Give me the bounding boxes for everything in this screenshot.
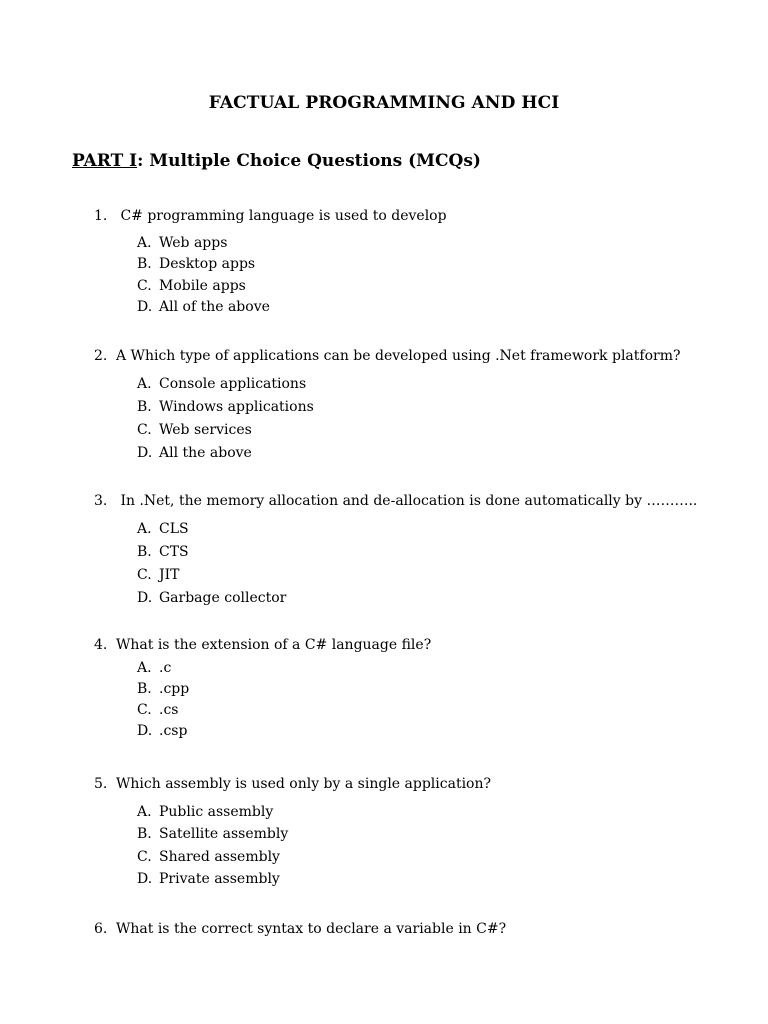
option-letter: A.	[137, 521, 152, 537]
option-text: Web services	[159, 422, 252, 438]
option-a	[94, 658, 431, 679]
option-text: CTS	[159, 544, 189, 560]
question-number: 4.	[94, 637, 108, 653]
option-letter: B.	[137, 256, 152, 272]
option-text: Public assembly	[159, 803, 274, 820]
question-text	[94, 345, 680, 368]
question-5	[94, 773, 491, 891]
option-d	[94, 721, 431, 742]
option-text: JIT	[159, 567, 180, 583]
option-letter: A.	[137, 803, 152, 820]
option-text: Mobile apps	[159, 277, 246, 294]
option-list	[94, 518, 697, 610]
question-body: What is the correct syntax to declare a variable in C#?	[116, 921, 507, 937]
option-list	[94, 233, 447, 319]
part-label: PART I	[72, 151, 138, 171]
option-letter: B.	[137, 399, 152, 415]
question-4	[94, 635, 431, 742]
question-3	[94, 490, 697, 610]
option-text: Shared assembly	[159, 848, 280, 865]
question-number: 5.	[94, 776, 108, 792]
question-number: 6.	[94, 921, 108, 937]
option-c	[94, 564, 697, 587]
option-letter: C.	[137, 848, 152, 865]
option-letter: B.	[137, 544, 152, 560]
option-text: .c	[159, 660, 172, 676]
part-subtitle: : Multiple Choice Questions (MCQs)	[137, 151, 481, 171]
option-letter: B.	[137, 681, 152, 697]
option-a	[94, 373, 680, 396]
document-title: FACTUAL PROGRAMMING AND HCI	[208, 93, 560, 113]
option-text: Windows applications	[159, 399, 314, 415]
option-text: Web apps	[159, 234, 228, 251]
option-letter: D.	[137, 299, 153, 315]
option-text: Satellite assembly	[159, 826, 289, 842]
option-d	[94, 297, 447, 319]
option-letter: D.	[137, 871, 153, 887]
option-b	[94, 541, 697, 564]
part-heading	[72, 151, 481, 171]
option-text: All of the above	[159, 299, 270, 315]
question-text	[94, 206, 447, 228]
option-b	[94, 254, 447, 276]
option-letter: C.	[137, 422, 152, 438]
question-text	[94, 773, 491, 796]
option-letter: D.	[137, 590, 153, 606]
option-d	[94, 442, 680, 465]
option-a	[94, 233, 447, 255]
option-letter: C.	[137, 702, 152, 718]
option-letter: C.	[137, 277, 152, 294]
option-text: Private assembly	[159, 871, 280, 887]
option-letter: B.	[137, 826, 152, 842]
option-text: Console applications	[159, 376, 307, 392]
question-body: A Which type of applications can be developed using .Net framework platform?	[116, 348, 681, 364]
option-b	[94, 396, 680, 419]
option-text: CLS	[159, 521, 189, 537]
option-letter: D.	[137, 445, 153, 461]
option-c	[94, 419, 680, 442]
option-d	[94, 587, 697, 610]
question-text	[94, 490, 697, 513]
question-text	[94, 918, 506, 940]
question-number: 2.	[94, 348, 108, 364]
question-body: Which assembly is used only by a single application?	[116, 776, 491, 792]
option-list	[94, 801, 491, 891]
option-text: .cs	[159, 702, 179, 718]
option-text: .csp	[159, 723, 188, 739]
question-body: C# programming language is used to develop	[116, 208, 447, 224]
option-text: .cpp	[159, 681, 190, 697]
question-body: What is the extension of a C# language file?	[116, 637, 432, 653]
option-list	[94, 373, 680, 465]
option-letter: A.	[137, 660, 152, 676]
option-d	[94, 868, 491, 891]
option-list	[94, 658, 431, 742]
question-text	[94, 635, 431, 656]
option-a	[94, 801, 491, 824]
option-c	[94, 700, 431, 721]
option-text: Garbage collector	[159, 590, 287, 606]
option-text: Desktop apps	[159, 256, 256, 272]
option-b	[94, 679, 431, 700]
question-number: 1.	[94, 208, 108, 224]
option-letter: C.	[137, 567, 152, 583]
question-body: In .Net, the memory allocation and de-allocation is done automatically by ………..	[116, 493, 698, 509]
option-text: All the above	[159, 445, 252, 461]
option-letter: A.	[137, 376, 152, 392]
question-1	[94, 206, 447, 319]
option-c	[94, 276, 447, 298]
question-number: 3.	[94, 493, 108, 509]
question-6	[94, 918, 506, 940]
option-letter: D.	[137, 723, 153, 739]
option-b	[94, 823, 491, 846]
question-2	[94, 345, 680, 465]
option-c	[94, 846, 491, 869]
option-letter: A.	[137, 234, 152, 251]
option-a	[94, 518, 697, 541]
